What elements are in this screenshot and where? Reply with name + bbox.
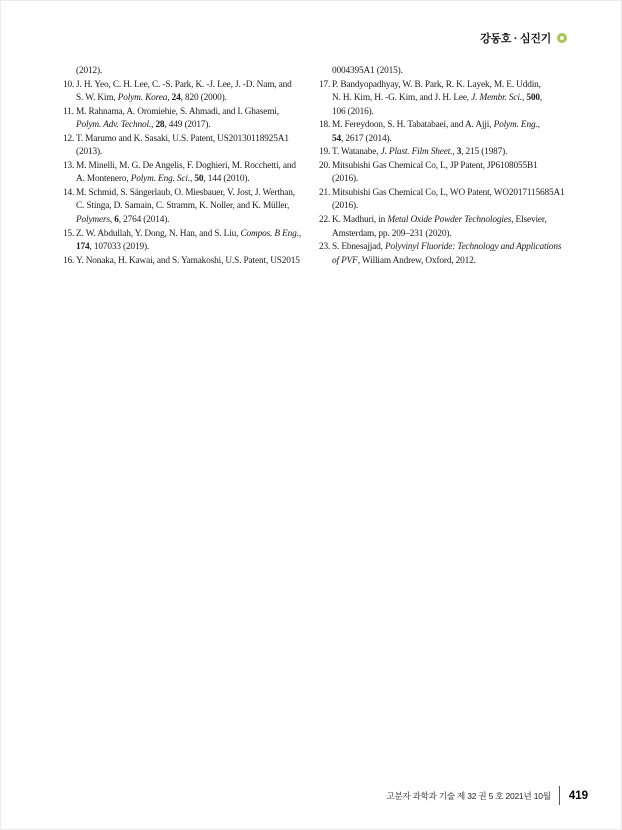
reference-line	[319, 200, 567, 214]
reference-text: ,	[539, 93, 543, 104]
reference-number: 13.	[63, 160, 75, 171]
reference-line	[63, 65, 311, 79]
reference-number: 21.	[319, 187, 331, 198]
reference-line	[63, 119, 311, 133]
reference-text: , 2617 (2014).	[341, 133, 392, 144]
reference-line	[319, 173, 567, 187]
reference-volume-bold: 174	[76, 242, 90, 253]
reference-volume-bold: 24	[171, 93, 181, 104]
reference-line	[63, 173, 311, 187]
reference-line	[63, 79, 311, 93]
reference-text: , 215 (1987).	[461, 147, 508, 158]
reference-text: , 144 (2010).	[203, 174, 250, 185]
reference-text: J. H. Yeo, C. H. Lee, C. -S. Park, K. -J. Lee, J. -D. Nam, and	[76, 79, 292, 90]
reference-text: ,	[190, 174, 195, 185]
reference-text: Amsterdam, pp. 209–231 (2020).	[332, 228, 452, 239]
author-names: 강동호 · 심진기	[480, 33, 551, 45]
reference-text: (2012).	[76, 66, 103, 76]
reference-number: 22.	[319, 215, 331, 226]
reference-text: A. Montenero,	[76, 174, 131, 185]
journal-issue-line: 고분자 과학과 기술 제 32 권 5 호 2021년 10월	[386, 790, 551, 801]
reference-line	[319, 92, 567, 106]
reference-line	[319, 65, 567, 79]
reference-title-italic: Metal Oxide Powder Technologies	[387, 215, 512, 226]
reference-text: 0004395A1 (2015).	[332, 66, 403, 76]
reference-volume-bold: 3	[456, 147, 462, 158]
reference-number: 12.	[63, 133, 75, 144]
reference-number: 18.	[319, 120, 331, 131]
reference-text: Y. Nonaka, H. Kawai, and S. Yamakoshi, U.S. Patent, US2015	[76, 255, 300, 266]
reference-text: T. Watanabe,	[332, 147, 381, 158]
reference-line	[319, 106, 567, 120]
reference-title-italic: Polym. Eng.	[493, 120, 538, 131]
reference-text: Mitsubishi Gas Chemical Co, L, JP Patent, JP6108055B1	[332, 160, 538, 171]
page-footer	[386, 786, 588, 805]
reference-text: M. Fereydoon, S. H. Tabatabaei, and A. Ajji,	[332, 120, 494, 131]
reference-text: M. Schmid, S. Sängerlaub, O. Miesbauer, V. Jost, J. Werthan,	[76, 187, 295, 198]
reference-title-italic: J. Plast. Film Sheet.	[380, 147, 453, 158]
reference-volume-bold: 6	[114, 215, 119, 226]
reference-text: N. H. Kim, H. -G. Kim, and J. H. Lee,	[332, 93, 472, 104]
reference-line	[63, 228, 311, 242]
reference-line	[63, 200, 311, 214]
reference-title-italic: Polym. Korea	[117, 93, 168, 104]
reference-title-italic: Polymers	[76, 215, 110, 226]
reference-text: S. Ebnesajjad,	[332, 242, 386, 253]
reference-volume-bold: 54	[332, 133, 341, 144]
reference-text: , William Andrew, Oxford, 2012.	[357, 255, 476, 266]
page-number: 419	[568, 789, 588, 802]
reference-title-italic: Polym. Adv. Technol.	[76, 120, 152, 131]
reference-line	[63, 133, 311, 147]
reference-text: (2013).	[76, 147, 103, 158]
reference-line	[63, 255, 311, 269]
reference-number: 19.	[319, 147, 331, 158]
reference-text: P. Bandyopadhyay, W. B. Park, R. K. Layek, M. E. Uddin,	[332, 79, 541, 90]
reference-text: M. Minelli, M. G. De Angelis, F. Doghieri, M. Rocchetti, and	[76, 160, 296, 171]
reference-number: 23.	[319, 242, 331, 253]
reference-text: ,	[521, 93, 527, 104]
reference-text: , 107033 (2019).	[89, 242, 150, 253]
reference-text: S. W. Kim,	[76, 93, 118, 104]
reference-title-italic: Compos. B Eng.	[240, 228, 299, 239]
reference-text: Z. W. Abdullah, Y. Dong, N. Han, and S. Liu,	[76, 228, 241, 239]
reference-number: 11.	[63, 106, 74, 117]
reference-title-italic: of PVF	[332, 255, 358, 266]
reference-line	[319, 228, 567, 242]
reference-text: (2016).	[332, 201, 359, 212]
reference-text: (2016).	[332, 174, 359, 185]
reference-title-italic: J. Membr. Sci.	[471, 93, 522, 104]
reference-number: 10.	[63, 79, 75, 90]
author-marker-ring-icon	[557, 33, 567, 43]
reference-line	[319, 187, 567, 201]
reference-number: 20.	[319, 160, 331, 171]
reference-text: , 449 (2017).	[164, 120, 211, 131]
reference-line	[63, 106, 311, 120]
reference-text: ,	[452, 147, 457, 158]
reference-volume-bold: 50	[194, 174, 204, 185]
reference-text: ,	[537, 120, 540, 131]
reference-text: M. Rahnama, A. Oromiehie, S. Ahmadi, and I. Ghasemi,	[76, 106, 279, 117]
reference-text: , Elsevier,	[511, 215, 547, 226]
footer-divider	[559, 786, 560, 805]
reference-text: ,	[109, 215, 115, 226]
references-column-right	[319, 65, 567, 268]
reference-line	[319, 255, 567, 269]
reference-line	[63, 187, 311, 201]
reference-title-italic: Polyvinyl Fluoride: Technology and Applications	[385, 242, 562, 253]
reference-text: Mitsubishi Gas Chemical Co, L, WO Patent, WO2017115685A1	[332, 187, 565, 198]
reference-text: T. Marumo and K. Sasaki, U.S. Patent, US20130118925A1	[76, 133, 289, 144]
reference-line	[319, 133, 567, 147]
reference-volume-bold: 28	[155, 120, 165, 131]
reference-line	[63, 241, 311, 255]
page-header	[480, 30, 567, 46]
reference-line	[63, 92, 311, 106]
reference-line	[319, 79, 567, 93]
reference-line	[63, 214, 311, 228]
reference-text: , 820 (2000).	[180, 93, 227, 104]
reference-volume-bold: 500	[526, 93, 540, 104]
reference-number: 17.	[319, 79, 331, 90]
references-column-left	[63, 65, 311, 268]
reference-text: 106 (2016).	[332, 106, 374, 117]
reference-text: ,	[151, 120, 156, 131]
reference-line	[319, 119, 567, 133]
reference-line	[319, 160, 567, 174]
reference-text: ,	[167, 93, 172, 104]
reference-line	[319, 146, 567, 160]
reference-number: 16.	[63, 255, 75, 266]
reference-text: K. Madhuri, in	[332, 215, 388, 226]
reference-title-italic: Polym. Eng. Sci.	[130, 174, 191, 185]
reference-line	[319, 214, 567, 228]
reference-number: 14.	[63, 187, 75, 198]
reference-number: 15.	[63, 228, 75, 239]
reference-line	[63, 160, 311, 174]
reference-text: , 2764 (2014).	[118, 215, 170, 226]
reference-line	[63, 146, 311, 160]
reference-text: ,	[298, 228, 301, 239]
reference-text: C. Stinga, D. Samain, C. Stramm, K. Noller, and K. Müller,	[76, 201, 290, 212]
reference-line	[319, 241, 567, 255]
